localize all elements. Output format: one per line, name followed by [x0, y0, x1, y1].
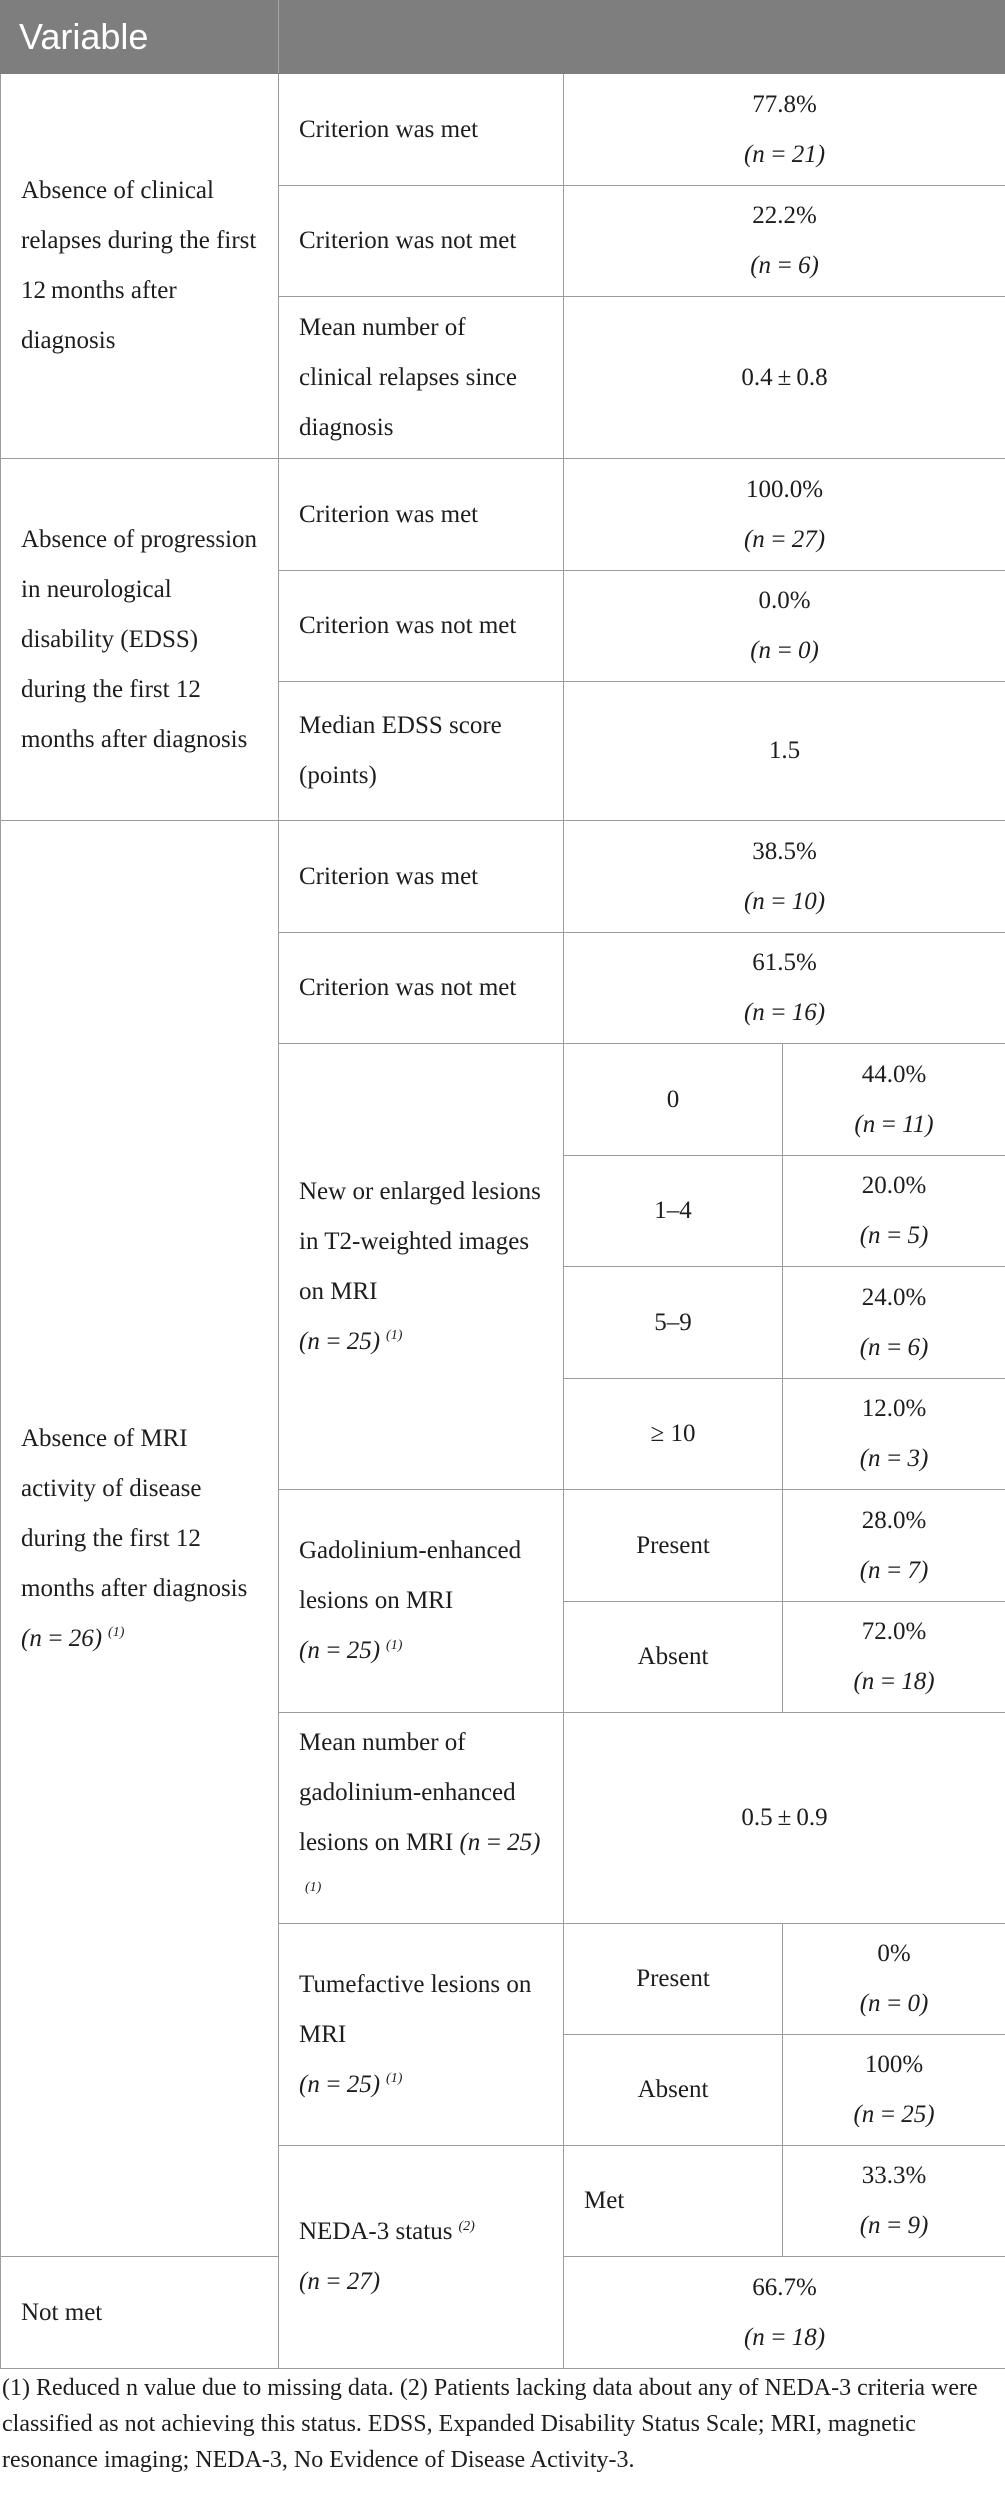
row-label: Criterion was met — [279, 821, 564, 933]
category-cell: ≥ 10 — [564, 1379, 783, 1490]
row-label: Median EDSS score (points) — [279, 682, 564, 821]
row-label: Criterion was not met — [279, 186, 564, 297]
value-cell: 77.8% (n = 21) — [564, 74, 1005, 186]
row-label-gadolinium-lesions: Gadolinium-enhanced lesions on MRI (n = 25) $^{(1)}$ — [279, 1490, 564, 1713]
category-cell: Present — [564, 1924, 783, 2035]
value-cell: 38.5% (n = 10) — [564, 821, 1005, 933]
category-cell: Absent — [564, 2035, 783, 2146]
row-label: Not met — [1, 2257, 279, 2369]
footnote-text: (1) Reduced n value due to missing data. (2) Patients lacking data about any of NEDA-3 criteria were classified as not achieving this status. EDSS, Expanded Disability Status Scale; MRI, magnetic resonance imaging; NEDA-3, No Evidence of Disease Activity-3. — [2, 2375, 978, 2473]
value-cell: 44.0% (n = 11) — [783, 1044, 1005, 1156]
row-label-tumefactive-lesions: Tumefactive lesions on MRI (n = 25) $^{(1)}$ — [279, 1924, 564, 2146]
header-variable: Variable — [1, 1, 279, 74]
header-blank — [279, 1, 1005, 74]
group-label-mri-activity: Absence of MRI activity of disease during the first 12 months after diagnosis (n = 26) $^{(1)}$ — [1, 821, 279, 2257]
value-cell: 0.5 ± 0.9 — [564, 1713, 1005, 1924]
category-cell: Absent — [564, 1602, 783, 1713]
value-cell: 0% (n = 0) — [783, 1924, 1005, 2035]
category-cell: 0 — [564, 1044, 783, 1156]
value-cell: 1.5 — [564, 682, 1005, 821]
category-cell: Present — [564, 1490, 783, 1602]
row-label: Criterion was met — [279, 74, 564, 186]
category-cell: 5–9 — [564, 1267, 783, 1379]
row-label: Criterion was not met — [279, 571, 564, 682]
value-cell: 28.0% (n = 7) — [783, 1490, 1005, 1602]
row-label: Mean number of clinical relapses since diagnosis — [279, 297, 564, 459]
value-cell: 22.2% (n = 6) — [564, 186, 1005, 297]
value-cell: 20.0% (n = 5) — [783, 1156, 1005, 1267]
value-cell: 33.3% (n = 9) — [783, 2146, 1005, 2257]
category-cell: 1–4 — [564, 1156, 783, 1267]
row-label-mean-gadolinium: Mean number of gadolinium-enhanced lesions on MRI (n = 25)$^{(1)}$ — [279, 1713, 564, 1924]
table-footnote — [2, 2370, 992, 2478]
value-cell: 100.0% (n = 27) — [564, 459, 1005, 571]
value-cell: 61.5% (n = 16) — [564, 933, 1005, 1044]
group-label-neda3: NEDA-3 status $^{(2)}$ (n = 27) — [279, 2146, 564, 2369]
value-cell: 0.4 ± 0.8 — [564, 297, 1005, 459]
value-cell: 0.0% (n = 0) — [564, 571, 1005, 682]
value-cell: 72.0% (n = 18) — [783, 1602, 1005, 1713]
group-label-clinical-relapses: Absence of clinical relapses during the first 12 months after diagnosis — [1, 74, 279, 459]
value-cell: 24.0% (n = 6) — [783, 1267, 1005, 1379]
value-cell: 66.7% (n = 18) — [564, 2257, 1005, 2369]
row-label: Criterion was not met — [279, 933, 564, 1044]
value-cell: 12.0% (n = 3) — [783, 1379, 1005, 1490]
value-cell: 100% (n = 25) — [783, 2035, 1005, 2146]
row-label-t2-lesions: New or enlarged lesions in T2-weighted images on MRI (n = 25) $^{(1)}$ — [279, 1044, 564, 1490]
row-label: Met — [564, 2146, 783, 2257]
row-label: Criterion was met — [279, 459, 564, 571]
group-label-edss-progression: Absence of progression in neurological disability (EDSS) during the first 12 months after diagnosis — [1, 459, 279, 821]
